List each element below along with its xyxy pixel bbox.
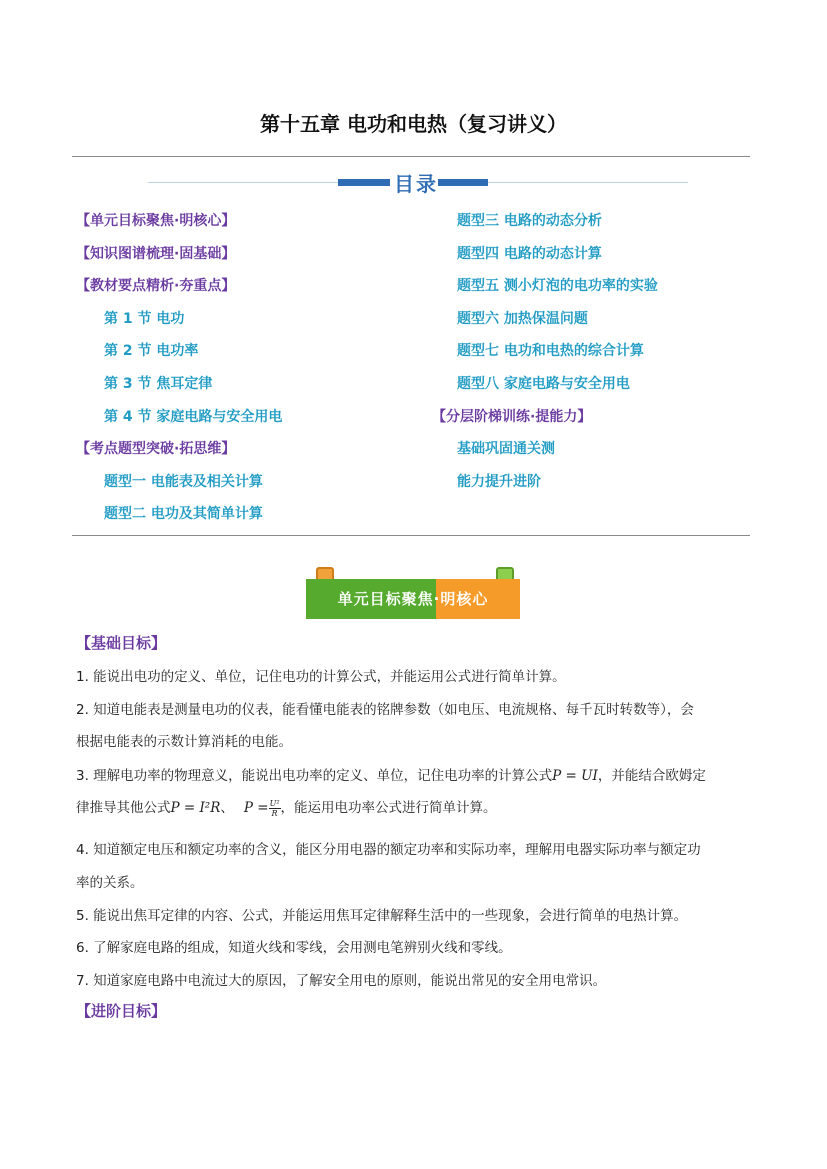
goal-item: 2. 知道电能表是测量电功的仪表，能看懂电能表的铭牌参数（如电压、电流规格、每千瓦时转数等），会 — [76, 702, 694, 718]
toc-subsection-link[interactable]: 题型八 家庭电路与安全用电 — [457, 376, 630, 392]
fraction — [269, 799, 281, 818]
toc-subsection-link[interactable]: 第 4 节 家庭电路与安全用电 — [104, 408, 283, 425]
fraction-denominator: R — [271, 808, 278, 818]
toc-section-link[interactable]: 【考点题型突破·拓思维】 — [76, 441, 236, 458]
toc-section-link[interactable]: 【教材要点精析·夯重点】 — [76, 278, 236, 295]
formula: P = I²R — [170, 800, 221, 816]
goal-text: 、 — [220, 800, 234, 816]
toc-header-bar-left — [338, 179, 390, 186]
page-title: 第十五章 电功和电热（复习讲义） — [260, 112, 567, 136]
goal-item-continued: 率的关系。 — [76, 875, 144, 891]
toc-section-link[interactable]: 【分层阶梯训练·提能力】 — [432, 408, 592, 425]
title-divider — [72, 156, 750, 157]
goal-item: 4. 知道额定电压和额定功率的含义，能区分用电器的额定功率和实际功率，理解用电器实际功率与额定功 — [76, 842, 701, 858]
fraction-numerator: U² — [269, 798, 280, 808]
toc-divider — [72, 535, 750, 536]
advanced-goals-heading: 【进阶目标】 — [76, 1002, 167, 1020]
goal-text: ，能运用电功率公式进行简单计算。 — [280, 800, 497, 816]
toc-subsection-link[interactable]: 题型五 测小灯泡的电功率的实验 — [457, 278, 658, 295]
toc-header — [148, 168, 688, 194]
goal-item — [76, 764, 752, 784]
toc-subsection-link[interactable]: 题型二 电功及其简单计算 — [104, 506, 263, 523]
goal-item: 7. 知道家庭电路中电流过大的原因，了解安全用电的原则，能说出常见的安全用电常识。 — [76, 973, 607, 989]
toc-subsection-link[interactable]: 题型三 电路的动态分析 — [457, 213, 602, 229]
banner-text — [306, 579, 520, 619]
toc-label: 目录 — [394, 172, 438, 196]
goal-item-continued — [76, 796, 752, 818]
toc-subsection-link[interactable]: 能力提升进阶 — [457, 473, 541, 490]
goal-text: 律推导其他公式 — [76, 800, 171, 816]
goal-item: 5. 能说出焦耳定律的内容、公式，并能运用焦耳定律解释生活中的一些现象，会进行简单的电热计算。 — [76, 908, 688, 924]
toc-subsection-link[interactable]: 题型一 电能表及相关计算 — [104, 473, 263, 490]
basic-goals-heading: 【基础目标】 — [76, 634, 167, 652]
toc-subsection-link[interactable]: 基础巩固通关测 — [457, 441, 555, 458]
toc-subsection-link[interactable]: 题型四 电路的动态计算 — [457, 245, 602, 262]
formula: P = — [243, 800, 269, 816]
goal-item: 6. 了解家庭电路的组成，知道火线和零线，会用测电笔辨别火线和零线。 — [76, 940, 512, 956]
toc-header-line-left — [148, 182, 338, 183]
toc-header-bar-right — [438, 179, 488, 186]
toc-section-link[interactable]: 【单元目标聚焦·明核心】 — [76, 213, 236, 229]
goal-text: ，并能结合欧姆定 — [597, 768, 706, 784]
banner-text-accent: ·明核心 — [433, 590, 489, 608]
toc-subsection-link[interactable]: 第 1 节 电功 — [104, 310, 185, 327]
toc-subsection-link[interactable]: 第 3 节 焦耳定律 — [104, 376, 213, 392]
banner-text-main: 单元目标聚焦 — [337, 590, 434, 608]
toc-subsection-link[interactable]: 第 2 节 电功率 — [104, 343, 199, 360]
formula: P = UI — [552, 768, 598, 784]
section-banner — [306, 579, 520, 619]
goal-item-continued: 根据电能表的示数计算消耗的电能。 — [76, 734, 292, 750]
toc-subsection-link[interactable]: 题型七 电功和电热的综合计算 — [457, 343, 644, 360]
goal-item: 1. 能说出电功的定义、单位，记住电功的计算公式，并能运用公式进行简单计算。 — [76, 669, 566, 685]
goal-text: 3. 理解电功率的物理意义，能说出电功率的定义、单位，记住电功率的计算公式 — [76, 768, 553, 784]
toc-section-link[interactable]: 【知识图谱梳理·固基础】 — [76, 245, 236, 262]
toc-subsection-link[interactable]: 题型六 加热保温问题 — [457, 310, 588, 327]
toc-header-line-right — [488, 182, 688, 183]
